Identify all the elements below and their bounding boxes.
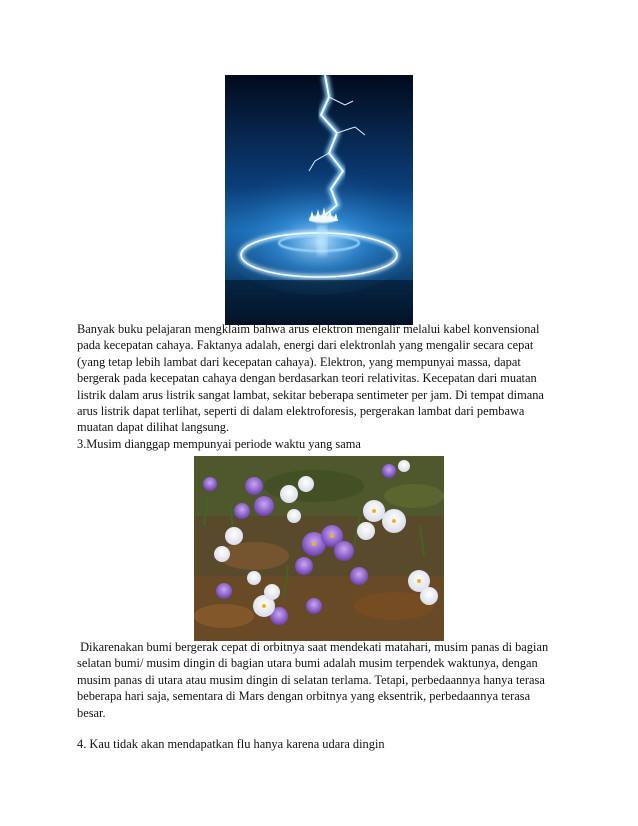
paragraph-line: bergerak pada kecepatan cahaya dengan berdasarkan teori relativitas. Kecepatan dari muatan — [77, 371, 537, 386]
paragraph-electricity — [77, 321, 569, 436]
paragraph-seasons — [77, 639, 569, 721]
paragraph-line: musim panas di utara atau musim dingin di selatan terlama. Tetapi, perbedaannya hanya terasa — [77, 672, 545, 687]
paragraph-line: Dikarenakan bumi bergerak cepat di orbitnya saat mendekati matahari, musim panas di bagian — [77, 640, 549, 654]
paragraph-line: beberapa hari saja, sementara di Mars dengan orbitnya yang eksentrik, perbedaannya terasa — [77, 689, 531, 704]
heading-seasons — [77, 436, 569, 452]
paragraph-line: listrik dalam arus listrik sangat lambat, sekitar beberapa sentimeter per jam. Di tempat dimana — [77, 387, 544, 402]
lightning-illustration — [225, 75, 413, 325]
flowers-image — [194, 456, 444, 641]
heading-text: 3.Musim dianggap mempunyai periode waktu yang sama — [77, 437, 361, 451]
paragraph-line: muatan dapat dilihat langsung. — [77, 420, 230, 435]
lightning-image — [225, 75, 413, 325]
paragraph-line: (yang tetap lebih lambat dari kecepatan cahaya). Elektron, yang mempunyai massa, dapat — [77, 354, 521, 369]
paragraph-line: Banyak buku pelajaran mengklaim bahwa arus elektron mengalir melalui kabel konvensional — [77, 322, 540, 336]
paragraph-line: pada kecepatan cahaya. Faktanya adalah, energi dari elektronlah yang mengalir secara cepat — [77, 338, 534, 353]
paragraph-line: besar. — [77, 705, 106, 720]
paragraph-line: selatan bumi/ musim dingin di bagian utara bumi adalah musim terpendek waktunya, dengan — [77, 656, 538, 671]
paragraph-line: arus listrik dapat terlihat, seperti di dalam elektroforesis, pergerakan lambat dari pembawa — [77, 404, 525, 419]
crocus-illustration — [194, 456, 444, 641]
heading-flu — [77, 736, 569, 752]
heading-text: 4. Kau tidak akan mendapatkan flu hanya karena udara dingin — [77, 737, 385, 751]
